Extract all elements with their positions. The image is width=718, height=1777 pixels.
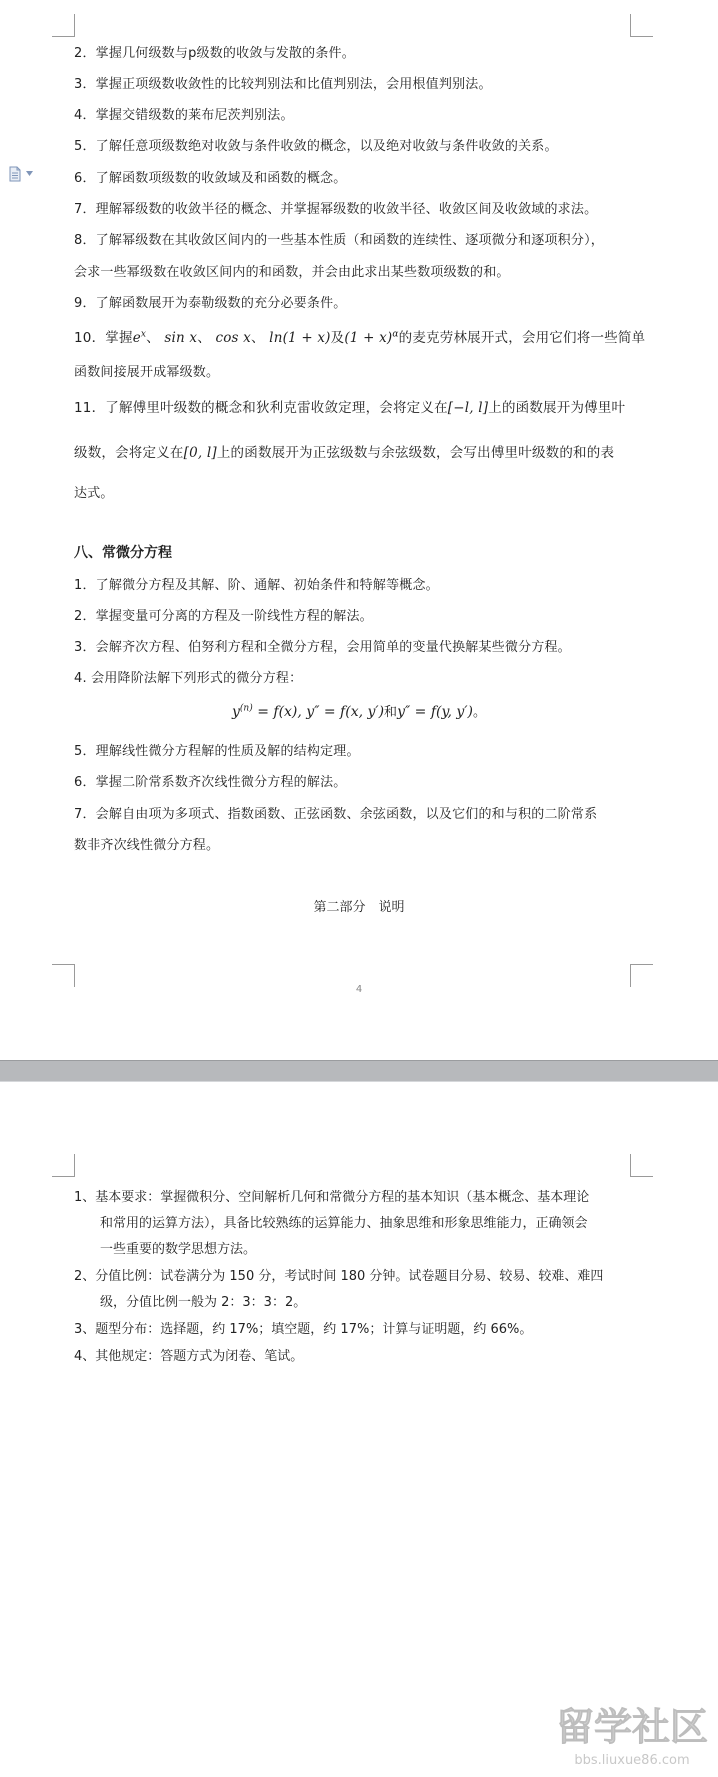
- page-separator: [0, 1060, 718, 1082]
- crop-mark-top-left: [52, 14, 75, 37]
- document-icon[interactable]: [8, 166, 22, 182]
- item-9: 9．了解函数展开为泰勒级数的充分必要条件。: [74, 296, 347, 311]
- ode-item-4: 4. 会用降阶法解下列形式的微分方程：: [74, 671, 303, 686]
- interval-0-l: [0, l]: [183, 445, 217, 461]
- item-11-line3: 达式。: [74, 486, 114, 501]
- math-exp: $e^x$: [132, 329, 147, 346]
- item-8-line1: 8．了解幂级数在其收敛区间内的一些基本性质（和函数的连续性、逐项微分和逐项积分），: [74, 233, 604, 248]
- document-page-2: [0, 1082, 718, 1777]
- requirement-1-line3: 一些重要的数学思想方法。: [100, 1242, 257, 1257]
- item-10-suffix: 的麦克劳林展开式，会用它们将一些简单: [398, 330, 646, 346]
- requirement-3: 3、题型分布：选择题，约 17%；填空题，约 17%；计算与证明题，约 66%。: [74, 1322, 533, 1337]
- page-number: 4: [355, 984, 363, 995]
- part-two-title: 第二部分 说明: [313, 900, 405, 915]
- item-7: 7．理解幂级数的收敛半径的概念、并掌握幂级数的收敛半径、收敛区间及收敛域的求法。: [74, 202, 598, 217]
- math-sin: sin x: [164, 330, 198, 346]
- requirement-4: 4、其他规定：答题方式为闭卷、笔试。: [74, 1349, 304, 1364]
- watermark-logo: [552, 1688, 712, 1772]
- math-ln: ln(1 + x): [269, 330, 331, 346]
- ode-item-7-line2: 数非齐次线性微分方程。: [74, 838, 220, 853]
- requirement-2-line2: 级，分值比例一般为 2：3：3：2。: [100, 1295, 307, 1310]
- item-10-line2: 函数间接展开成幂级数。: [74, 365, 220, 380]
- item-10-line1: 10．掌握$e^x$、 sin x、 cos x、 ln(1 + x)及$(1 + x)^\alpha$的麦克劳林展开式，会用它们将一些简单: [74, 329, 646, 346]
- item-8-line2: 会求一些幂级数在收敛区间内的和函数，并会由此求出某些数项级数的和。: [74, 265, 510, 280]
- ode-item-2: 2．掌握变量可分离的方程及一阶线性方程的解法。: [74, 609, 373, 624]
- item-2: 2．掌握几何级数与p级数的收敛与发散的条件。: [74, 46, 355, 61]
- dropdown-arrow-icon[interactable]: [26, 171, 33, 176]
- requirement-1-line2: 和常用的运算方法），具备比较熟练的运算能力、抽象思维和形象思维能力，正确领会: [100, 1216, 588, 1231]
- item-4: 4．掌握交错级数的莱布尼茨判别法。: [74, 108, 294, 123]
- item-5: 5．了解任意项级数绝对收敛与条件收敛的概念，以及绝对收敛与条件收敛的关系。: [74, 139, 558, 154]
- requirement-1-line1: 1、基本要求：掌握微积分、空间解析几何和常微分方程的基本知识（基本概念、基本理论: [74, 1190, 590, 1205]
- crop-mark-top-right-2: [630, 1154, 653, 1177]
- interval-minus-l-l: [−l, l]: [447, 400, 489, 416]
- math-cos: cos x: [215, 330, 251, 346]
- crop-mark-top-left-2: [52, 1154, 75, 1177]
- ode-item-7-line1: 7．会解自由项为多项式、指数函数、正弦函数、余弦函数，以及它们的和与积的二阶常系: [74, 807, 598, 822]
- formula: $y^{(n)} = f(x)$, y″ = f(x, y′)和y″ = f(y, y′)。: [232, 703, 486, 720]
- ode-item-6: 6．掌握二阶常系数齐次线性微分方程的解法。: [74, 775, 347, 790]
- item-10-prefix: 10．掌握: [74, 330, 133, 346]
- ode-item-5: 5．理解线性微分方程解的性质及解的结构定理。: [74, 744, 360, 759]
- section-heading-ode: 八、常微分方程: [74, 545, 172, 561]
- math-pow: $(1 + x)^\alpha$: [344, 329, 399, 346]
- svg-text:留学社区: 留学社区: [555, 1705, 709, 1749]
- crop-mark-top-right: [630, 14, 653, 37]
- ode-item-3: 3．会解齐次方程、伯努利方程和全微分方程，会用简单的变量代换解某些微分方程。: [74, 640, 571, 655]
- svg-text:bbs.liuxue86.com: bbs.liuxue86.com: [574, 1753, 690, 1768]
- requirement-2-line1: 2、分值比例：试卷满分为 150 分，考试时间 180 分钟。试卷题目分易、较易、较难、难四: [74, 1269, 604, 1284]
- item-3: 3．掌握正项级数收敛性的比较判别法和比值判别法，会用根值判别法。: [74, 77, 492, 92]
- ode-item-1: 1．了解微分方程及其解、阶、通解、初始条件和特解等概念。: [74, 578, 439, 593]
- item-6: 6．了解函数项级数的收敛域及和函数的概念。: [74, 171, 347, 186]
- item-11-line1: 11．了解傅里叶级数的概念和狄利克雷收敛定理，会将定义在[−l, l]上的函数展开为傅里叶: [74, 400, 626, 416]
- item-11-line2: 级数，会将定义在[0, l]上的函数展开为正弦级数与余弦级数，会写出傅里叶级数的和的表: [74, 445, 615, 461]
